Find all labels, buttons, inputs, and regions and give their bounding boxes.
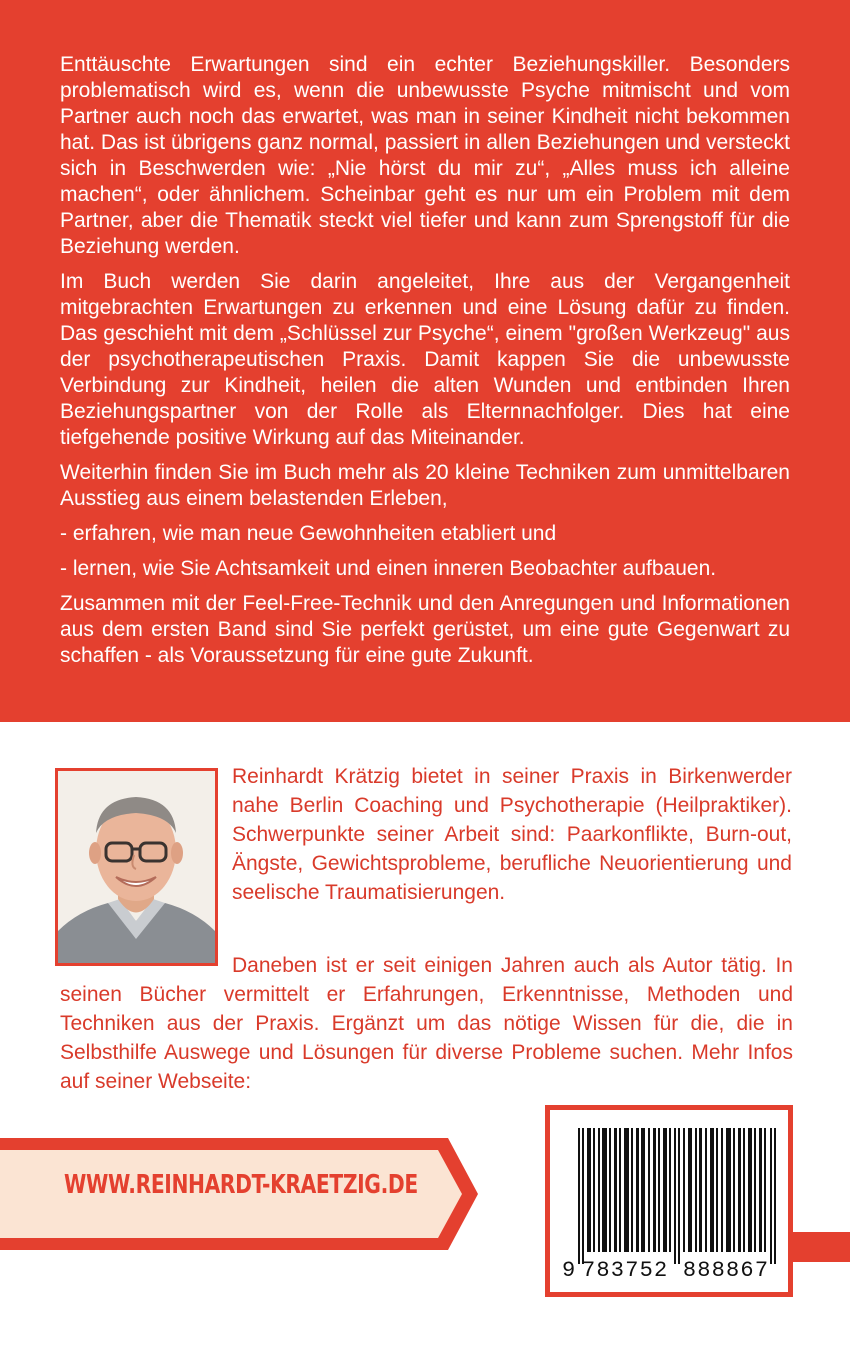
- blurb-paragraph-2: Im Buch werden Sie darin angeleitet, Ihre aus der Vergangenheit mitgebrachten Erwartungen zu erkennen und eine Lösung dafür zu finden. Das geschieht mit dem „Schlüssel zur Psyche“, einem "großen Werkzeug" aus der psychotherapeutischen Praxis. Damit kappen Sie die unbewusste Verbindung zur Kindheit, heilen die alten Wunden und entbinden Ihren Beziehungspartner von der Rolle als Elternnachfolger. Dies hat eine tiefgehende positive Wirkung auf das Miteinander.: [60, 270, 790, 449]
- blurb-paragraph-4: Zusammen mit der Feel-Free-Technik und den Anregungen und Informationen aus dem ersten Band sind Sie perfekt gerüstet, um eine gute Gegenwart zu schaffen - als Voraussetzung für eine gute Zukunft.: [60, 592, 790, 667]
- blurb-paragraph-3: Weiterhin finden Sie im Buch mehr als 20 kleine Techniken zum unmittelbaren Ausstieg aus einem belastenden Erleben,: [60, 461, 790, 510]
- accent-strip: [790, 1232, 850, 1262]
- back-cover-blurb: [60, 52, 790, 678]
- isbn-barcode: [545, 1105, 793, 1297]
- scalloped-edge: [0, 708, 850, 736]
- website-url[interactable]: WWW.REINHARDT-KRAETZIG.DE: [64, 1170, 418, 1200]
- blurb-bullet-1: - erfahren, wie man neue Gewohnheiten etabliert und: [60, 522, 557, 545]
- blurb-paragraph-1: Enttäuschte Erwartungen sind ein echter Beziehungskiller. Besonders problematisch wird es, wenn die unbewusste Psyche mitmischt und vom Partner auch noch das erwartet, was man in seiner Kindheit nicht bekommen hat. Das ist übrigens ganz normal, passiert in allen Beziehungen und versteckt sich in Beschwerden wie: „Nie hörst du mir zu“, „Alles muss ich alleine machen“, oder ähnlichem. Scheinbar geht es nur um ein Problem mit dem Partner, aber die Thematik steckt viel tiefer und kann zum Sprengstoff für die Beziehung werden.: [60, 53, 790, 258]
- author-photo: [55, 768, 218, 966]
- author-bio-text-2: Daneben ist er seit einigen Jahren auch als Autor tätig. In seinen Bücher vermittelt er Erfahrungen, Erkenntnisse, Methoden und Techniken aus der Praxis. Ergänzt um das nötige Wissen für die, die in Selbsthilfe Auswege und Lösungen für diverse Probleme suchen. Mehr Infos auf seiner Webseite:: [60, 954, 793, 1093]
- isbn-digits: 783752 888867: [582, 1258, 770, 1283]
- barcode-bars: [578, 1128, 778, 1264]
- isbn-first-digit: 9: [562, 1258, 576, 1283]
- author-bio-1: [232, 762, 792, 907]
- author-bio-text-1: Reinhardt Krätzig bietet in seiner Praxis in Birkenwerder nahe Berlin Coaching und Psychotherapie (Heilpraktiker). Schwerpunkte seiner Arbeit sind: Paarkonflikte, Burn-out, Ängste, Gewichtsprobleme, berufliche Neuorientierung und seelische Traumatisierungen.: [232, 765, 792, 904]
- author-bio-2: [60, 951, 793, 1096]
- blurb-bullet-2: - lernen, wie Sie Achtsamkeit und einen inneren Beobachter aufbauen.: [60, 557, 717, 580]
